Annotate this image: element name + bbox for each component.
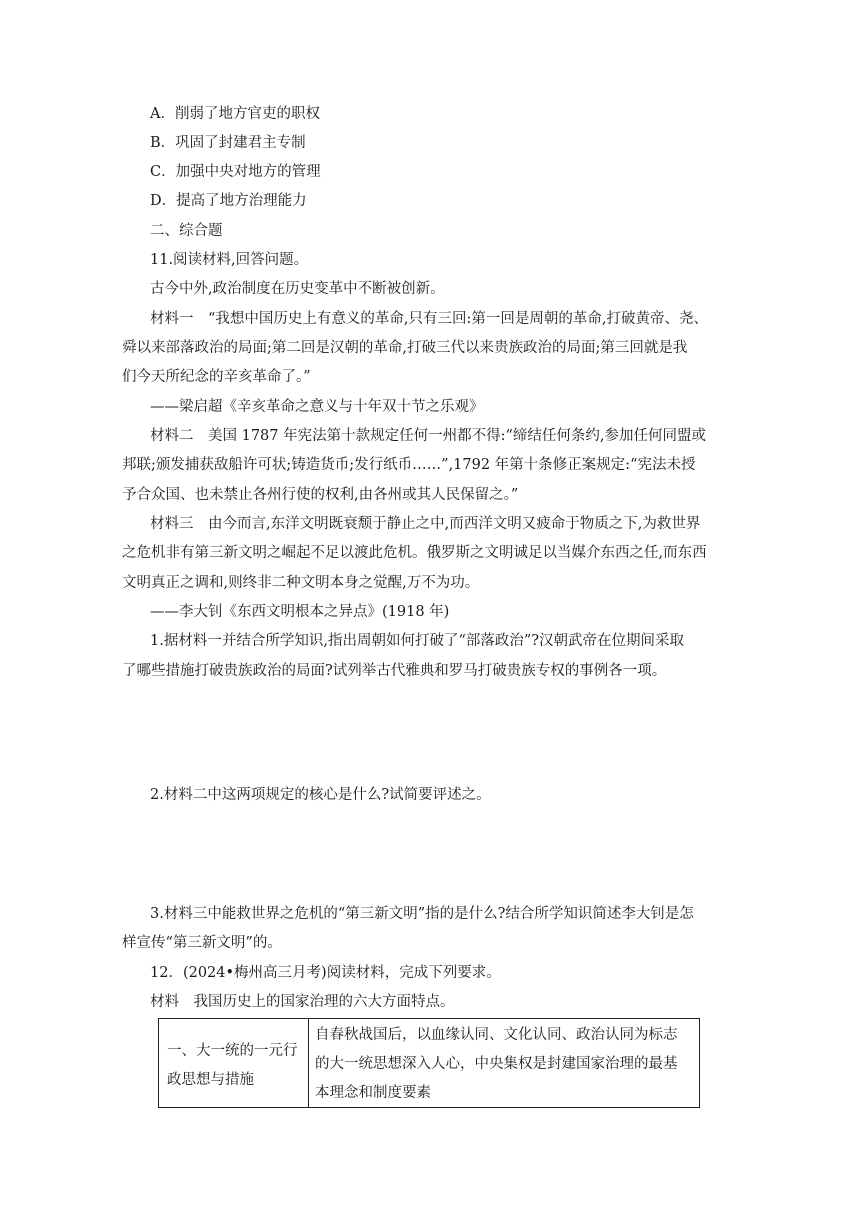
option-d: D．提高了地方治理能力 [150,193,307,209]
material-1-line-1: 材料一 “我想中国历史上有意义的革命,只有三回:第一回是周朝的革命,打破黄帝、尧、 [150,311,709,327]
sub-question-1-line-2: 了哪些措施打破贵族政治的局面?试列举古代雅典和罗马打破贵族专权的事例各一项。 [122,663,667,679]
q12-stem: 12．(2024•梅州高三月考)阅读材料，完成下列要求。 [150,965,501,981]
table-category-line-1: 一、大一统的一元行 [167,1043,298,1059]
table-cell-description [309,1019,699,1107]
material-2-line-3: 予合众国、也未禁止各州行使的权利,由各州或其人民保留之。” [122,487,519,503]
q11-intro: 古今中外,政治制度在历史变革中不断被创新。 [150,281,445,297]
table-description-line-1: 自春秋战国后，以血缘认同、文化认同、政治认同为标志 [315,1027,678,1043]
table-category-line-2: 政思想与措施 [167,1072,254,1088]
table-cell-category [159,1019,309,1107]
material-3-line-3: 文明真正之调和,则终非二种文明本身之觉醒,万不为功。 [122,575,480,591]
option-b: B．巩固了封建君主专制 [150,135,306,151]
material-3-source: ——李大钊《东西文明根本之异点》(1918 年) [150,604,450,620]
section-heading: 二、综合题 [150,223,223,239]
table-description-line-3: 本理念和制度要素 [315,1085,431,1101]
table-description-line-2: 的大一统思想深入人心，中央集权是封建国家治理的最基 [315,1056,678,1072]
option-c: C．加强中央对地方的管理 [150,164,321,180]
option-a: A．削弱了地方官吏的职权 [150,106,320,122]
q12-material: 材料 我国历史上的国家治理的六大方面特点。 [150,994,455,1010]
material-1-source: ——梁启超《辛亥革命之意义与十年双十节之乐观》 [150,399,484,415]
sub-question-1-line-1: 1.据材料一并结合所学知识,指出周朝如何打破了“部落政治”?汉朝武帝在位期间采取 [150,633,685,649]
material-2-line-2: 邦联;颁发捕获敌船许可状;铸造货币;发行纸币……”,1792 年第十条修正案规定:“宪法未授 [122,457,696,473]
q11-stem: 11.阅读材料,回答问题。 [150,252,309,268]
sub-question-3-line-2: 样宣传“第三新文明”的。 [122,935,282,951]
sub-question-3-line-1: 3.材料三中能救世界之危机的“第三新文明”指的是什么?结合所学知识简述李大钊是怎 [150,906,694,922]
sub-question-2: 2.材料二中这两项规定的核心是什么?试简要评述之。 [150,787,491,803]
material-1-line-3: 们今天所纪念的辛亥革命了。” [122,369,311,385]
material-1-line-2: 舜以来部落政治的局面;第二回是汉朝的革命,打破三代以来贵族政治的局面;第三回就是我 [122,340,688,356]
material-3-line-2: 之危机非有第三新文明之崛起不足以渡此危机。俄罗斯之文明诚足以当媒介东西之任,而东西 [122,545,707,561]
material-3-line-1: 材料三 由今而言,东洋文明既衰颓于静止之中,而西洋文明又疲命于物质之下,为救世界 [150,516,701,532]
material-2-line-1: 材料二 美国 1787 年宪法第十款规定任何一州都不得:“缔结任何条约,参加任何同盟或 [150,428,707,444]
governance-table [158,1018,700,1108]
